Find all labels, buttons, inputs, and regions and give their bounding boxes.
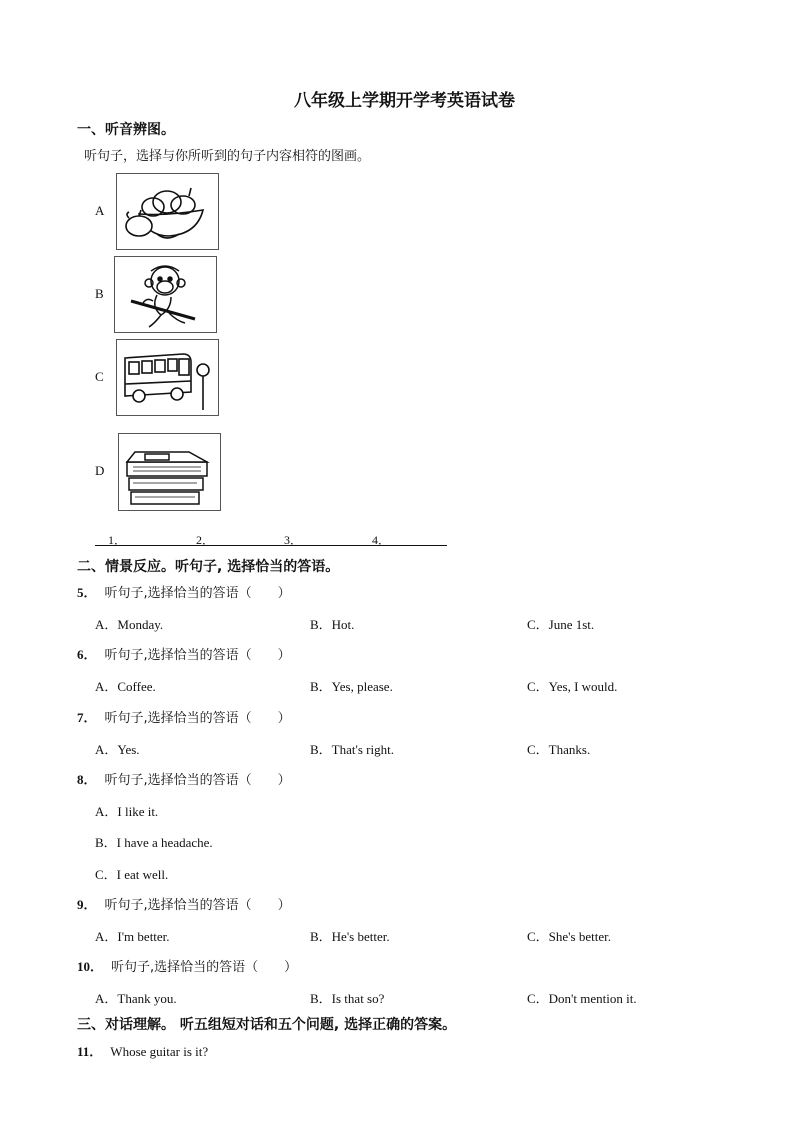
section-heading-1: 一、听音辨图。 xyxy=(77,122,175,138)
blank-1: 1． xyxy=(108,533,127,547)
picture-letter-b: B xyxy=(95,286,104,301)
question-5 xyxy=(77,582,291,601)
option-6b: B．Yes, please. xyxy=(310,679,393,694)
option-10a: A．Thank you. xyxy=(95,991,177,1006)
blank-2: 2． xyxy=(196,533,215,547)
question-number: 9． xyxy=(77,897,97,912)
question-9 xyxy=(77,894,291,913)
question-6 xyxy=(77,644,291,663)
option-7a: A．Yes. xyxy=(95,742,140,757)
question-11 xyxy=(77,1041,208,1060)
books-icon xyxy=(118,433,221,511)
option-8b: B．I have a headache. xyxy=(95,835,213,850)
question-stem: 听句子,选择恰当的答语（ ） xyxy=(104,711,291,726)
option-6a: A．Coffee. xyxy=(95,679,156,694)
bus-icon xyxy=(116,339,219,416)
answer-line xyxy=(95,545,447,546)
question-stem: Whose guitar is it? xyxy=(110,1044,209,1059)
section-heading-3: 三、对话理解。 听五组短对话和五个问题, 选择正确的答案。 xyxy=(77,1017,457,1033)
option-9c: C．She's better. xyxy=(527,929,611,944)
option-5c: C．June 1st. xyxy=(527,617,595,632)
blank-3: 3． xyxy=(284,533,303,547)
option-7b: B．That's right. xyxy=(310,742,394,757)
option-8a: A．I like it. xyxy=(95,804,159,819)
option-10c: C．Don't mention it. xyxy=(527,991,637,1006)
question-7 xyxy=(77,707,291,726)
question-stem: 听句子,选择恰当的答语（ ） xyxy=(104,773,291,788)
blank-4: 4． xyxy=(372,533,391,547)
option-8c: C．I eat well. xyxy=(95,867,169,882)
option-6c: C．Yes, I would. xyxy=(527,679,618,694)
picture-letter-c: C xyxy=(95,369,104,384)
section-heading-2: 二、情景反应。听句子, 选择恰当的答语。 xyxy=(77,559,340,575)
question-8 xyxy=(77,769,291,788)
question-number: 5． xyxy=(77,585,97,600)
picture-letter-a: A xyxy=(95,203,105,218)
option-5b: B．Hot. xyxy=(310,617,355,632)
monkey-icon xyxy=(114,256,217,333)
question-number: 7． xyxy=(77,710,97,725)
question-stem: 听句子,选择恰当的答语（ ） xyxy=(104,648,291,663)
option-5a: A．Monday. xyxy=(95,617,164,632)
question-stem: 听句子,选择恰当的答语（ ） xyxy=(111,960,298,975)
option-10b: B．Is that so? xyxy=(310,991,385,1006)
section-instruction: 听句子，选择与你所听到的句子内容相符的图画。 xyxy=(84,149,371,164)
question-stem: 听句子,选择恰当的答语（ ） xyxy=(104,898,291,913)
question-number: 10． xyxy=(77,959,104,974)
question-number: 6． xyxy=(77,647,97,662)
page-title: 八年级上学期开学考英语试卷 xyxy=(294,91,515,111)
option-9b: B．He's better. xyxy=(310,929,390,944)
fruit-bowl-icon xyxy=(116,173,219,250)
question-number: 8． xyxy=(77,772,97,787)
question-stem: 听句子,选择恰当的答语（ ） xyxy=(104,586,291,601)
question-10 xyxy=(77,956,297,975)
option-9a: A．I'm better. xyxy=(95,929,170,944)
question-number: 11． xyxy=(77,1044,103,1059)
picture-letter-d: D xyxy=(95,463,105,478)
option-7c: C．Thanks. xyxy=(527,742,591,757)
